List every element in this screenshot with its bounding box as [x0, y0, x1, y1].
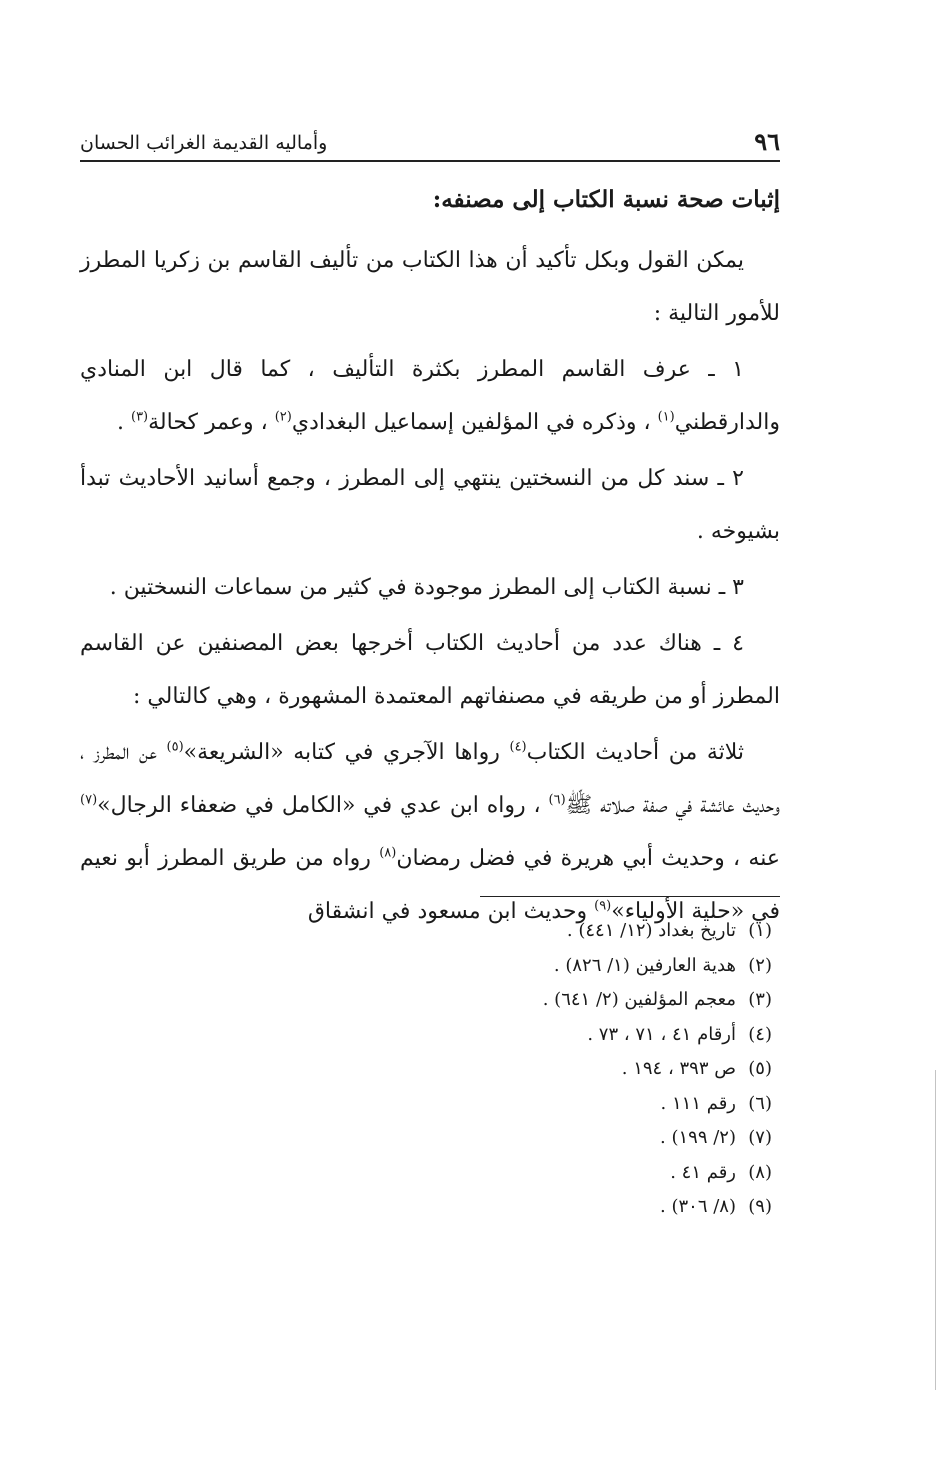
- footnote-marker: (٩): [748, 1196, 772, 1217]
- intro-paragraph: يمكن القول وبكل تأكيد أن هذا الكتاب من تأليف القاسم بن زكريا المطرز للأمور التالية :: [80, 248, 780, 326]
- point-3-paragraph: ٣ ـ نسبة الكتاب إلى المطرز موجودة في كثير من سماعات النسختين .: [109, 575, 744, 600]
- footnote-item: [80, 1052, 780, 1087]
- footnote-ref-9: (٩): [594, 898, 612, 914]
- footnote-item: [80, 1087, 780, 1122]
- footnote-marker: (٧): [748, 1127, 772, 1148]
- footnotes-list: [80, 914, 780, 1225]
- section-heading: إثبات صحة نسبة الكتاب إلى مصنفه:: [432, 186, 780, 213]
- footnote-ref-6: (٦): [548, 792, 566, 808]
- page-body: [80, 180, 780, 941]
- footnote-item: [80, 1190, 780, 1225]
- point-2-paragraph: ٢ ـ سند كل من النسختين ينتهي إلى المطرز ، وجمع أسانيد الأحاديث تبدأ بشيوخه .: [80, 466, 780, 544]
- footnote-text: أرقام ٤١ ، ٧١ ، ٧٣ .: [587, 1023, 736, 1045]
- footnote-ref-3: (٣): [130, 409, 149, 425]
- footnote-ref-1: (١): [657, 409, 675, 425]
- footnote-text: رقم ٤١ .: [670, 1161, 736, 1183]
- running-header: [80, 126, 780, 162]
- footnote-marker: (١): [748, 920, 772, 941]
- examples-text-b: رواها الآجري في كتابه «الشريعة»: [183, 740, 500, 765]
- point-1-paragraph: [80, 343, 780, 449]
- footnote-marker: (٢): [748, 954, 772, 976]
- footnote-text: (٨/ ٣٠٦) .: [660, 1196, 736, 1217]
- footnote-text: (٢/ ١٩٩) .: [660, 1127, 736, 1148]
- footnote-marker: (٣): [748, 989, 772, 1010]
- examples-text-c: عن المطرز ، وحديث عائشة في صفة صلاته ﷺ: [80, 740, 781, 818]
- footnote-text: تاريخ بغداد (١٢/ ٤٤١) .: [566, 920, 736, 941]
- examples-text-d: ، رواه ابن عدي في «الكامل في ضعفاء الرجال»: [97, 793, 541, 818]
- footnote-marker: (٤): [748, 1023, 772, 1045]
- footnote-item: [80, 914, 780, 949]
- running-title: وأماليه القديمة الغرائب الحسان: [80, 132, 328, 154]
- footnote-text: هدية العارفين (١/ ٨٢٦) .: [553, 954, 736, 976]
- point-1-text-c: ، وعمر كحالة: [148, 410, 268, 435]
- footnote-text: رقم ١١١ .: [660, 1092, 736, 1114]
- page-number: ٩٦: [754, 127, 780, 156]
- point-1-text-d: .: [116, 410, 124, 435]
- footnote-item: [80, 983, 780, 1018]
- footnote-item: [80, 949, 780, 984]
- footnote-ref-5: (٥): [166, 739, 184, 755]
- examples-text-a: ثلاثة من أحاديث الكتاب: [526, 740, 745, 765]
- footnote-ref-4: (٤): [509, 739, 527, 755]
- point-1-text-a: ١ ـ عرف القاسم المطرز بكثرة التأليف ، كما قال ابن المنادي والدارقطني: [80, 357, 780, 435]
- examples-text-g: وحديث ابن مسعود في انشقاق: [307, 899, 588, 924]
- footnote-item: [80, 1018, 780, 1053]
- footnote-item: [80, 1121, 780, 1156]
- examples-text-f: رواه من طريق المطرز أبو نعيم في «حلية الأولياء»: [80, 846, 780, 924]
- footnote-ref-8: (٨): [379, 845, 397, 861]
- footnote-marker: (٥): [748, 1058, 772, 1079]
- examples-paragraph: [80, 726, 780, 938]
- footnote-text: ص ٣٩٣ ، ١٩٤ .: [621, 1058, 736, 1079]
- footnote-marker: (٨): [748, 1161, 772, 1183]
- footnote-marker: (٦): [748, 1092, 772, 1114]
- footnote-text: معجم المؤلفين (٢/ ٦٤١) .: [542, 989, 736, 1010]
- examples-text-e: عنه ، وحديث أبي هريرة في فضل رمضان: [396, 846, 780, 871]
- footnote-item: [80, 1156, 780, 1191]
- footnote-separator: [480, 896, 780, 897]
- footnote-ref-7: (٧): [80, 792, 98, 808]
- scan-edge-mark: [935, 1070, 936, 1390]
- point-4-paragraph: ٤ ـ هناك عدد من أحاديث الكتاب أخرجها بعض المصنفين عن القاسم المطرز أو من طريقه في مصنفاتهم المعتمدة المشهورة ، وهي كالتالي :: [80, 631, 780, 709]
- footnote-ref-2: (٢): [274, 409, 292, 425]
- point-1-text-b: ، وذكره في المؤلفين إسماعيل البغدادي: [291, 410, 651, 435]
